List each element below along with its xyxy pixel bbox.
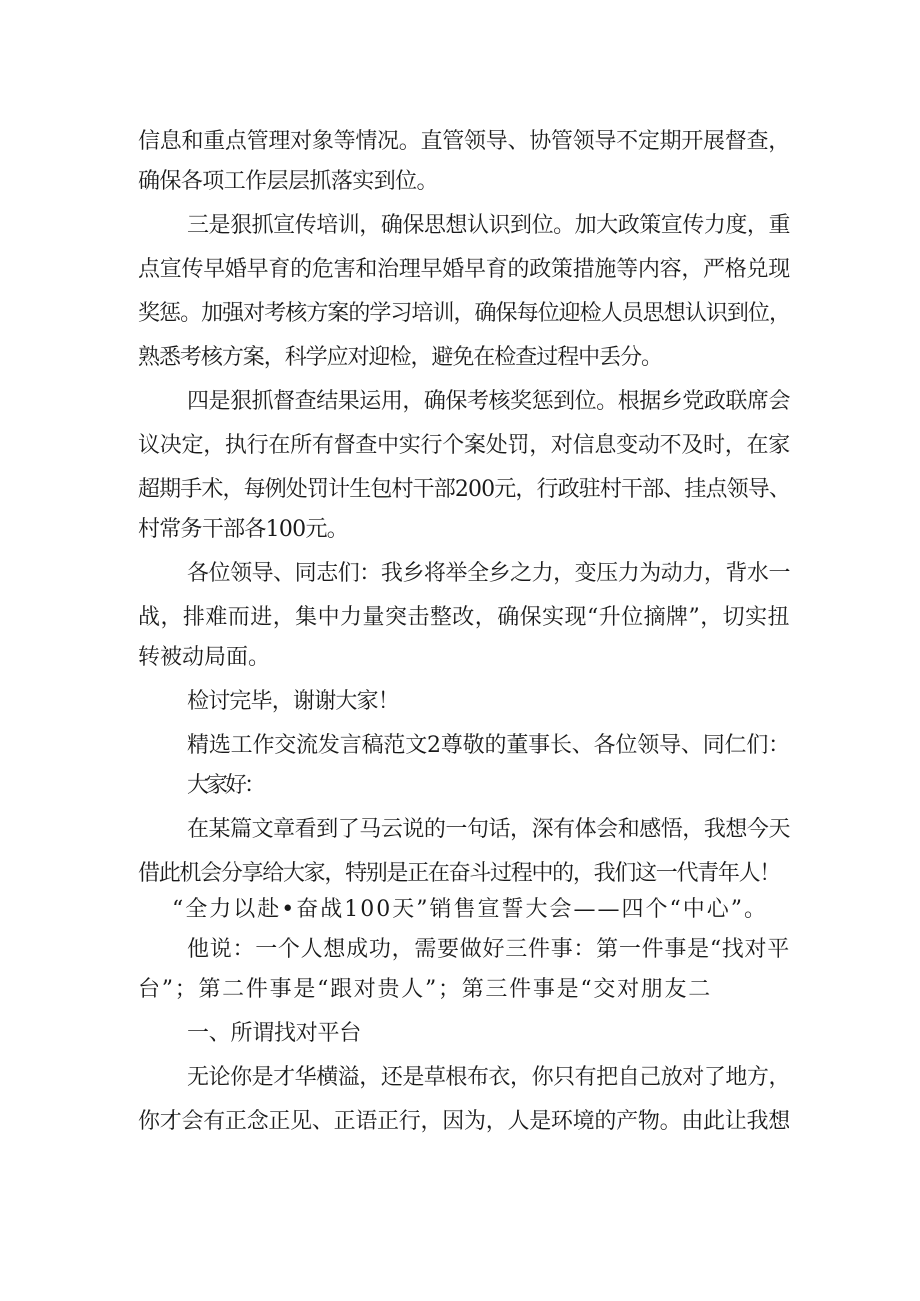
text-line-content: 战，排难而进，集中力量突击整改，确保实现“升位摘牌”，切实扭 xyxy=(138,605,790,630)
text-line-content: 四是狠抓督查结果运用，确保考核奖惩到位。根据乡党政联席会 xyxy=(187,389,790,414)
text-line xyxy=(0,972,920,1008)
text-line-content: 台”；第二件事是“跟对贵人”；第三件事是“交对朋友二 xyxy=(138,977,712,1002)
text-line xyxy=(0,208,920,244)
text-line-content: 在某篇文章看到了马云说的一句话，深有体会和感悟，我想今天 xyxy=(187,817,790,842)
text-line xyxy=(0,856,920,892)
text-line-content: 议决定，执行在所有督查中实行个案处罚，对信息变动不及时，在家 xyxy=(138,433,790,458)
text-line-content: 检讨完毕，谢谢大家！ xyxy=(187,689,399,714)
text-line-content: 信息和重点管理对象等情况。直管领导、协管领导不定期开展督查， xyxy=(138,129,790,154)
text-line xyxy=(0,296,920,332)
text-line xyxy=(0,600,920,636)
text-line-content: 你才会有正念正见、正语正行，因为，人是环境的产物。由此让我想 xyxy=(138,1109,790,1134)
text-line-content: 他说：一个人想成功，需要做好三件事：第一件事是“找对平 xyxy=(187,937,790,962)
text-line xyxy=(0,1016,920,1052)
text-line xyxy=(0,512,920,548)
text-line xyxy=(0,164,920,200)
text-line xyxy=(0,428,920,464)
text-line xyxy=(0,1060,920,1096)
text-line-content: 精选工作交流发言稿范文2尊敬的董事长、各位领导、同仁们： xyxy=(187,733,790,758)
text-line xyxy=(0,1104,920,1140)
text-line-content: 三是狠抓宣传培训，确保思想认识到位。加大政策宣传力度，重 xyxy=(187,213,790,238)
text-line xyxy=(0,472,920,508)
text-line-content: 村常务干部各100元。 xyxy=(138,517,348,542)
text-line xyxy=(0,340,920,376)
text-line xyxy=(0,932,920,968)
text-line xyxy=(0,728,920,764)
text-line xyxy=(0,124,920,160)
text-line-content: “全力以赴•奋战100天”销售宣誓大会——四个“中心”。 xyxy=(172,897,768,922)
text-line-content: 点宣传早婚早育的危害和治理早婚早育的政策措施等内容，严格兑现 xyxy=(138,257,790,282)
text-line-content: 确保各项工作层层抓落实到位。 xyxy=(138,169,438,194)
text-line-content: 转被动局面。 xyxy=(138,645,270,670)
text-line-content: 一、所谓找对平台 xyxy=(187,1021,361,1046)
text-line-content: 超期手术，每例处罚计生包村干部200元，行政驻村干部、挂点领导、 xyxy=(138,477,790,502)
text-line xyxy=(0,768,920,804)
text-line xyxy=(0,892,920,928)
text-line-content: 无论你是才华横溢，还是草根布衣，你只有把自己放对了地方， xyxy=(187,1065,790,1090)
text-line xyxy=(0,812,920,848)
text-line-content: 大家好： xyxy=(187,773,263,798)
text-line xyxy=(0,684,920,720)
text-line-content: 借此机会分享给大家，特别是正在奋斗过程中的，我们这一代青年人！ xyxy=(138,861,780,886)
text-line xyxy=(0,556,920,592)
text-line-content: 熟悉考核方案，科学应对迎检，避免在检查过程中丢分。 xyxy=(138,345,662,370)
text-line xyxy=(0,252,920,288)
text-line-content: 各位领导、同志们：我乡将举全乡之力，变压力为动力，背水一 xyxy=(187,561,790,586)
text-line-content: 奖惩。加强对考核方案的学习培训，确保每位迎检人员思想认识到位， xyxy=(138,301,790,326)
text-line xyxy=(0,640,920,676)
text-line xyxy=(0,384,920,420)
